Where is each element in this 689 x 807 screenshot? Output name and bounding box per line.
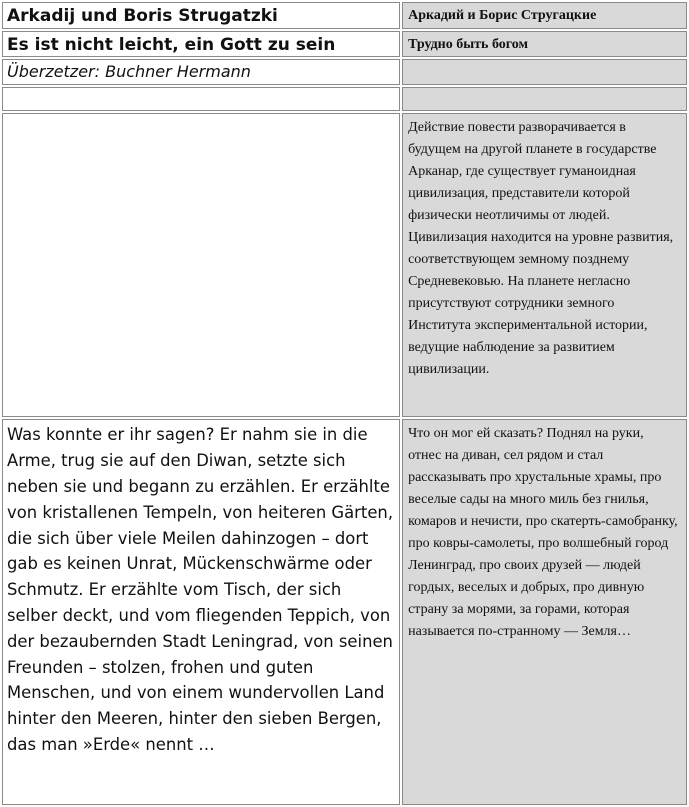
summary-ru: Действие повести разворачивается в будущем на другой планете в государстве Арканар, где существует гуманоидная цивилизация, представители которой физически неотличимы от людей. Цивилизация находится на уровне развития, соответствующем земному позднему Средневековью. На планете негласно присутствуют сотрудники земного Института экспериментальной истории, ведущие наблюдение за развитием цивилизации. bbox=[408, 120, 674, 378]
excerpt-de: Was konnte er ihr sagen? Er nahm sie in die Arme, trug sie auf den Diwan, setzte sich neben sie und begann zu erzählen. Er erzählte von kristallenen Tempeln, von heiteren Gärten, die sich über viele Meilen dahinzogen – dort gab es keinen Unrat, Mückenschwärme oder Schmutz. Er erzählte vom Tisch, der sich selber deckt, und vom fliegenden Teppich, von der bezaubernden Stadt Leningrad, von seinen Freunden – stolzen, frohen und guten Menschen, und von einem wundervollen Land hinter den Meeren, hinter den sieben Bergen, das man »Erde« nennt … bbox=[7, 425, 394, 755]
title-ru: Трудно быть богом bbox=[408, 37, 529, 53]
title-row bbox=[2, 31, 687, 57]
title-de: Es ist nicht leicht, ein Gott zu sein bbox=[7, 35, 336, 56]
empty-row bbox=[2, 87, 687, 111]
translator-de-cell bbox=[2, 59, 400, 85]
summary-row bbox=[2, 113, 687, 417]
summary-de bbox=[3, 114, 399, 116]
summary-de-cell bbox=[2, 113, 400, 417]
excerpt-de-cell bbox=[2, 419, 400, 805]
authors-de: Arkadij und Boris Strugatzki bbox=[7, 6, 278, 26]
authors-ru: Аркадий и Борис Стругацкие bbox=[408, 8, 597, 23]
excerpt-row bbox=[2, 419, 687, 805]
translator-ru-cell bbox=[402, 59, 687, 85]
translator-de: Überzetzer: Buchner Hermann bbox=[7, 62, 251, 82]
title-de-cell bbox=[2, 31, 400, 57]
authors-row bbox=[2, 2, 687, 29]
authors-de-cell bbox=[2, 2, 400, 29]
excerpt-ru: Что он мог ей сказать? Поднял на руки, отнес на диван, сел рядом и стал рассказывать про хрустальные храмы, про веселые сады на много миль без гнилья, комаров и нечисти, про скатерть-самобранку, про ковры-самолеты, про волшебный город Ленинград, про своих друзей — людей гордых, веселых и добрых, про дивную страну за морями, за горами, которая называется по-странному — Земля… bbox=[408, 426, 678, 640]
empty-ru-cell bbox=[402, 87, 687, 111]
empty-de-cell bbox=[2, 87, 400, 111]
translator-row bbox=[2, 59, 687, 85]
title-ru-cell bbox=[402, 31, 687, 57]
excerpt-ru-cell bbox=[402, 419, 687, 805]
authors-ru-cell bbox=[402, 2, 687, 29]
summary-ru-cell bbox=[402, 113, 687, 417]
